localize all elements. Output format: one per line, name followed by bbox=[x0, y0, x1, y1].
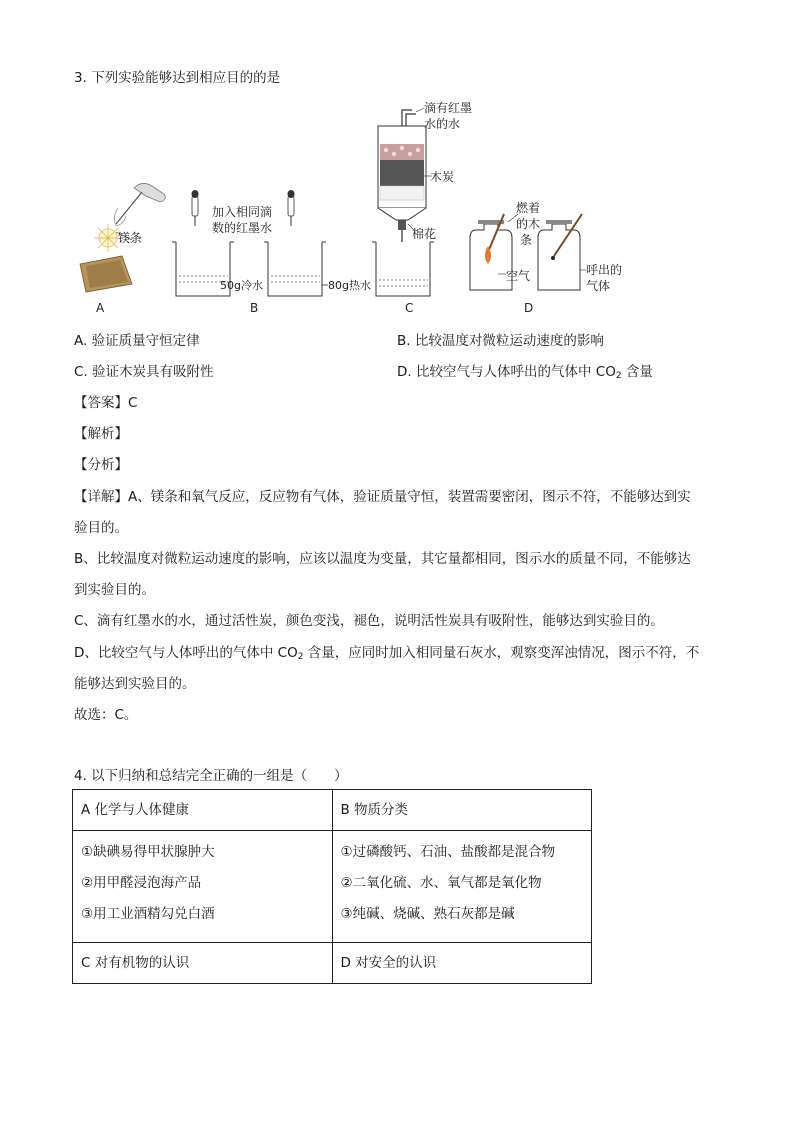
figure-label-c: C bbox=[405, 301, 414, 315]
charcoal-label: 木炭 bbox=[430, 170, 455, 184]
add-ink-label-2: 数的红墨水 bbox=[212, 221, 273, 235]
burning-label-1: 燃着 bbox=[516, 201, 541, 215]
figure-label-b: B bbox=[250, 301, 259, 315]
option-c: C. 验证木炭具有吸附性 bbox=[74, 364, 214, 380]
explain-d-line-2: 能够达到实验目的。 bbox=[74, 676, 196, 692]
ink-water-label-2: 水的水 bbox=[424, 117, 461, 131]
question-4-table bbox=[72, 789, 592, 984]
cold-water-label: 50g冷水 bbox=[220, 279, 263, 292]
b-item: ③纯碱、烧碱、熟石灰都是碱 bbox=[340, 906, 515, 922]
add-ink-label-1: 加入相同滴 bbox=[212, 205, 273, 219]
cell-a-items bbox=[73, 831, 333, 943]
hot-water-label: 80g热水 bbox=[328, 279, 371, 292]
cell-b-header: B 物质分类 bbox=[332, 790, 592, 831]
explain-d-line-1: D、比较空气与人体呼出的气体中 $CO_2$ 含量，应同时加入相同量石灰水，观察变浑浊情况，图示不符，不 bbox=[74, 645, 700, 662]
detail-line-1: 【详解】A、镁条和氧气反应，反应物有气体，验证质量守恒，装置需要密闭，图示不符，不能够达到实 bbox=[74, 489, 691, 505]
explain-c-line: C、滴有红墨水的水，通过活性炭，颜色变浅，褪色，说明活性炭具有吸附性，能够达到实验目的。 bbox=[74, 613, 664, 629]
analyze-label: 【分析】 bbox=[74, 457, 128, 473]
experiment-figure bbox=[72, 96, 632, 318]
cotton-label: 棉花 bbox=[412, 227, 437, 241]
question-4-title: 4. 以下归纳和总结完全正确的一组是（ ） bbox=[74, 768, 348, 784]
ink-water-label-1: 滴有红墨 bbox=[424, 101, 473, 115]
exhaled-label-1: 呼出的 bbox=[586, 263, 623, 277]
mg-strip-label: 镁条 bbox=[118, 231, 143, 245]
cell-d-header: D 对安全的认识 bbox=[332, 943, 592, 984]
exhaled-label-2: 气体 bbox=[586, 279, 611, 293]
option-d: D. 比较空气与人体呼出的气体中 $CO_2$ 含量 bbox=[397, 364, 653, 381]
option-b: B. 比较温度对微粒运动速度的影响 bbox=[397, 333, 604, 349]
explain-b-line-2: 到实验目的。 bbox=[74, 582, 155, 598]
cell-b-items bbox=[332, 831, 592, 943]
figure-label-d: D bbox=[524, 301, 534, 315]
question-3-title: 3. 下列实验能够达到相应目的的是 bbox=[74, 70, 281, 86]
b-item: ②二氧化硫、水、氧气都是氧化物 bbox=[340, 875, 542, 891]
final-choice: 故选：C。 bbox=[74, 707, 138, 723]
b-item: ①过磷酸钙、石油、盐酸都是混合物 bbox=[340, 844, 556, 860]
explain-b-line-1: B、比较温度对微粒运动速度的影响，应该以温度为变量，其它量都相同，图示水的质量不同，不能够达 bbox=[74, 551, 691, 567]
figure-a-magnesium bbox=[80, 183, 165, 315]
burning-label-3: 条 bbox=[520, 233, 533, 247]
option-a: A. 验证质量守恒定律 bbox=[74, 333, 200, 349]
a-item: ③用工业酒精勾兑白酒 bbox=[81, 906, 215, 922]
cell-c-header: C 对有机物的认识 bbox=[73, 943, 333, 984]
a-item: ①缺碘易得甲状腺肿大 bbox=[81, 844, 215, 860]
cell-a-header: A 化学与人体健康 bbox=[73, 790, 333, 831]
figure-c-charcoal-column bbox=[372, 101, 472, 315]
analysis-label: 【解析】 bbox=[74, 426, 128, 442]
air-label: 空气 bbox=[506, 269, 531, 283]
answer: 【答案】C bbox=[74, 395, 138, 411]
figure-d-gas-bottles bbox=[470, 200, 622, 315]
a-item: ②用甲醛浸泡海产品 bbox=[81, 875, 202, 891]
burning-label-2: 的木 bbox=[516, 217, 541, 231]
figure-label-a: A bbox=[96, 301, 105, 315]
figure-b-beakers bbox=[172, 190, 371, 315]
detail-line-2: 验目的。 bbox=[74, 520, 128, 536]
